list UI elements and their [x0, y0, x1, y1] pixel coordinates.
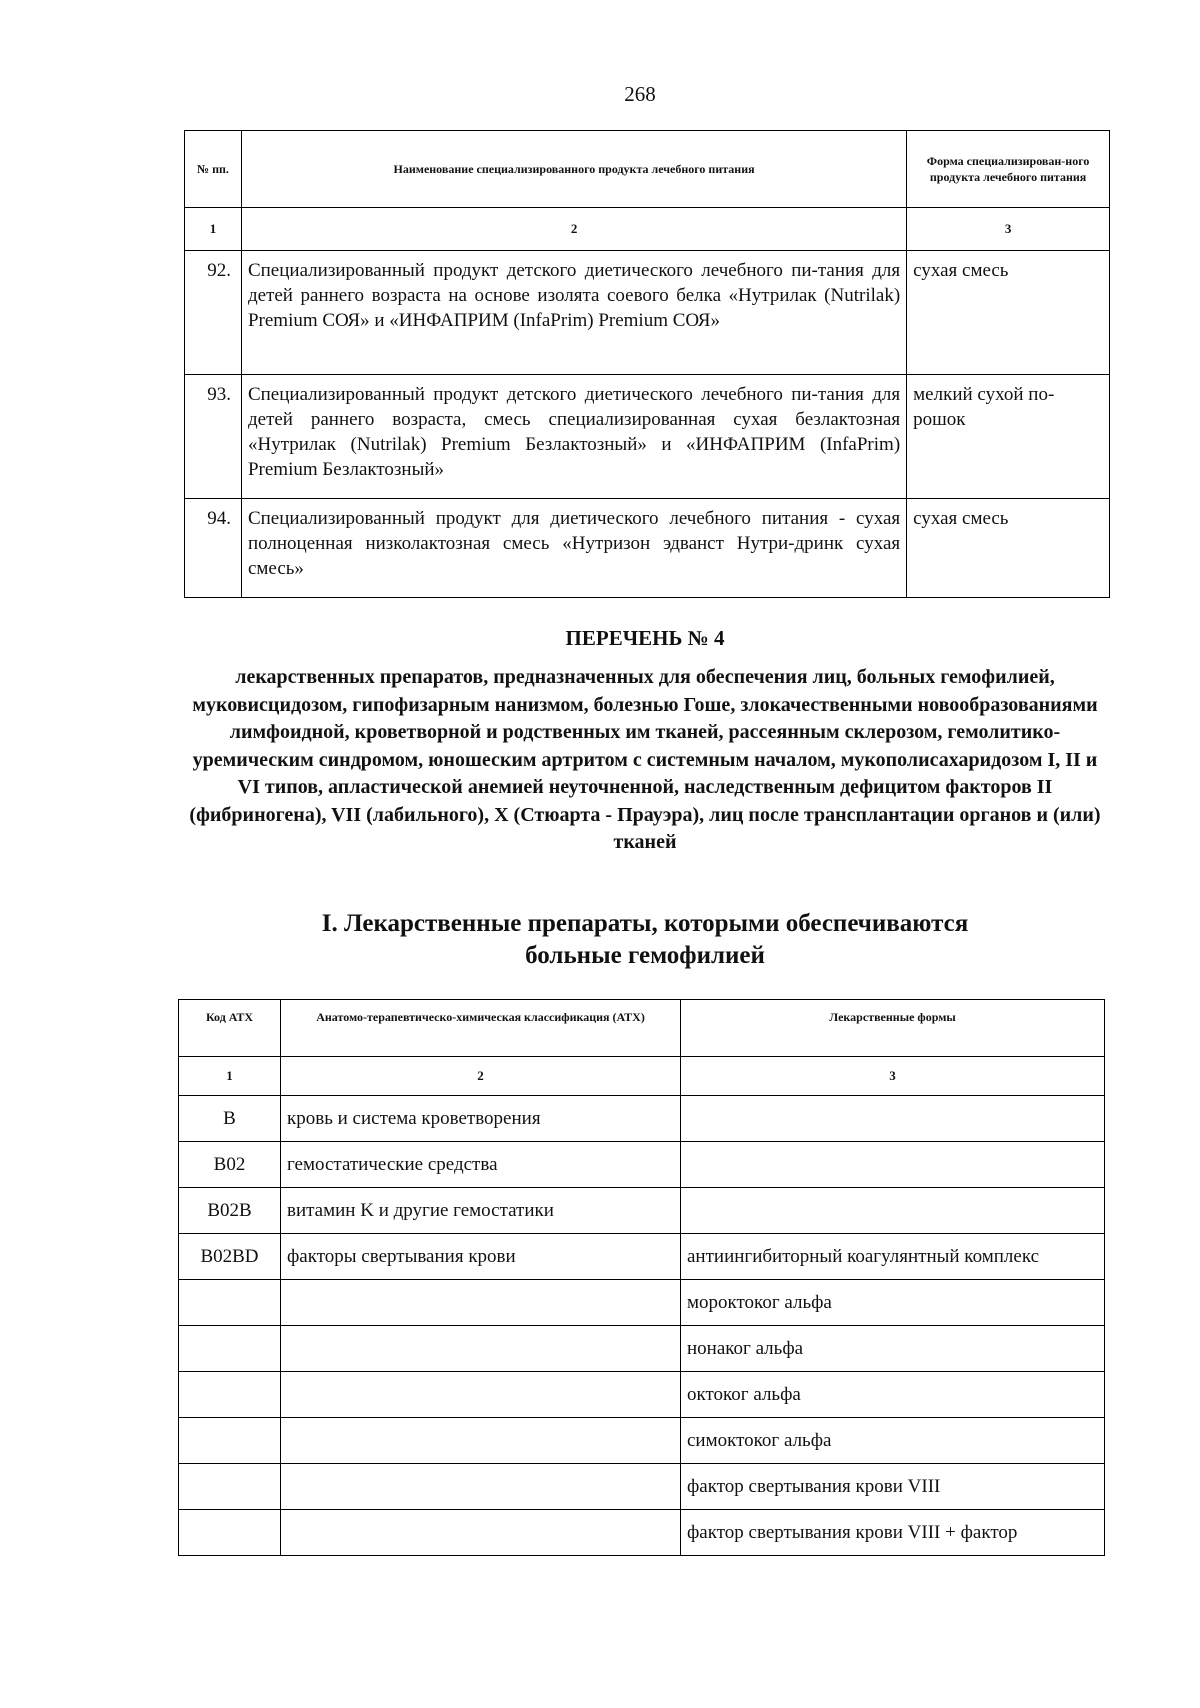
column-numbers-row — [179, 1057, 1105, 1096]
atc-classification — [281, 1418, 681, 1464]
row-number: 92. — [185, 251, 242, 375]
atc-code: B02B — [179, 1188, 281, 1234]
atc-code — [179, 1326, 281, 1372]
atc-classification — [281, 1326, 681, 1372]
section-title-line: больные гемофилией — [525, 942, 765, 969]
row-number: 93. — [185, 375, 242, 499]
atc-code — [179, 1418, 281, 1464]
table-row — [179, 1372, 1105, 1418]
header-product-name: Наименование специализированного продукта лечебного питания — [241, 131, 906, 208]
table-row — [179, 1096, 1105, 1142]
column-number: 1 — [179, 1057, 281, 1096]
product-name: Специализированный продукт детского диетического лечебного пи-тания для детей раннего возраста, смесь специализированная сухая безлактозная «Нутрилак (Nutrilak) Premium Безлактозный» и «ИНФАПРИМ (InfaPrim) Premium Безлактозный» — [241, 375, 906, 499]
product-name: Специализированный продукт детского диетического лечебного пи-тания для детей раннего возраста на основе изолята соевого белка «Нутрилак (Nutrilak) Premium СОЯ» и «ИНФАПРИМ (InfaPrim) Premium СОЯ» — [241, 251, 906, 375]
column-number: 2 — [241, 208, 906, 251]
table-row — [179, 1464, 1105, 1510]
column-number: 2 — [281, 1057, 681, 1096]
atc-classification: кровь и система кроветворения — [281, 1096, 681, 1142]
column-numbers-row — [185, 208, 1110, 251]
header-dosage-forms: Лекарственные формы — [681, 1000, 1105, 1057]
table-row — [179, 1418, 1105, 1464]
column-number: 3 — [681, 1057, 1105, 1096]
dosage-form: мороктоког альфа — [681, 1280, 1105, 1326]
dosage-form: октоког альфа — [681, 1372, 1105, 1418]
table-header-row — [185, 131, 1110, 208]
dosage-form: антиингибиторный коагулянтный комплекс — [681, 1234, 1105, 1280]
table-row — [179, 1142, 1105, 1188]
atc-code: B02BD — [179, 1234, 281, 1280]
list-title: ПЕРЕЧЕНЬ № 4 — [565, 626, 725, 650]
table-row — [185, 375, 1110, 499]
dosage-form: фактор свертывания крови VIII — [681, 1464, 1105, 1510]
product-name: Специализированный продукт для диетического лечебного питания - сухая полноценная низколактозная смесь «Нутризон эдванст Нутри-дринк сухая смесь» — [241, 499, 906, 598]
atc-code — [179, 1510, 281, 1556]
header-product-form: Форма специализирован-ного продукта лечебного питания — [907, 131, 1110, 208]
atc-table — [178, 999, 1105, 1556]
table-row — [179, 1188, 1105, 1234]
dosage-form: фактор свертывания крови VIII + фактор — [681, 1510, 1105, 1556]
atc-classification — [281, 1464, 681, 1510]
header-atc-code: Код АТХ — [179, 1000, 281, 1057]
product-form: сухая смесь — [907, 499, 1110, 598]
header-atc-classification: Анатомо-терапевтическо-химическая классификация (АТХ) — [281, 1000, 681, 1057]
atc-classification — [281, 1280, 681, 1326]
table-row — [185, 499, 1110, 598]
header-number: № пп. — [185, 131, 242, 208]
table-row — [179, 1510, 1105, 1556]
column-number: 3 — [907, 208, 1110, 251]
table-row — [179, 1234, 1105, 1280]
dosage-form — [681, 1188, 1105, 1234]
section-title-line: I. Лекарственные препараты, которыми обеспечиваются — [321, 910, 969, 937]
atc-code: B02 — [179, 1142, 281, 1188]
atc-code: B — [179, 1096, 281, 1142]
section-title — [0, 908, 1200, 972]
atc-code — [179, 1464, 281, 1510]
table-row — [185, 251, 1110, 375]
product-form: сухая смесь — [907, 251, 1110, 375]
product-form: мелкий сухой по-рошок — [907, 375, 1110, 499]
atc-classification: витамин K и другие гемостатики — [281, 1188, 681, 1234]
dosage-form: симоктоког альфа — [681, 1418, 1105, 1464]
atc-code — [179, 1280, 281, 1326]
table-header-row — [179, 1000, 1105, 1057]
table-row — [179, 1326, 1105, 1372]
page-number: 268 — [624, 82, 656, 106]
products-table — [184, 130, 1110, 598]
list-subtitle: лекарственных препаратов, предназначенных для обеспечения лиц, больных гемофилией, муковисцидозом, гипофизарным нанизмом, болезнью Гоше, злокачественными новообразованиями лимфоидной, кроветворной и родственных им тканей, рассеянным склерозом, гемолитико-уремическим синдромом, юношеским артритом с системным началом, мукополисахаридозом I, II и VI типов, апластической анемией неуточненной, наследственным дефицитом факторов II (фибриногена), VII (лабильного), X (Стюарта - Прауэра), лиц после трансплантации органов и (или) тканей — [189, 666, 1101, 853]
dosage-form: нонаког альфа — [681, 1326, 1105, 1372]
atc-classification — [281, 1510, 681, 1556]
atc-classification: гемостатические средства — [281, 1142, 681, 1188]
atc-code — [179, 1372, 281, 1418]
atc-classification: факторы свертывания крови — [281, 1234, 681, 1280]
table-row — [179, 1280, 1105, 1326]
atc-classification — [281, 1372, 681, 1418]
dosage-form — [681, 1142, 1105, 1188]
row-number: 94. — [185, 499, 242, 598]
dosage-form — [681, 1096, 1105, 1142]
column-number: 1 — [185, 208, 242, 251]
